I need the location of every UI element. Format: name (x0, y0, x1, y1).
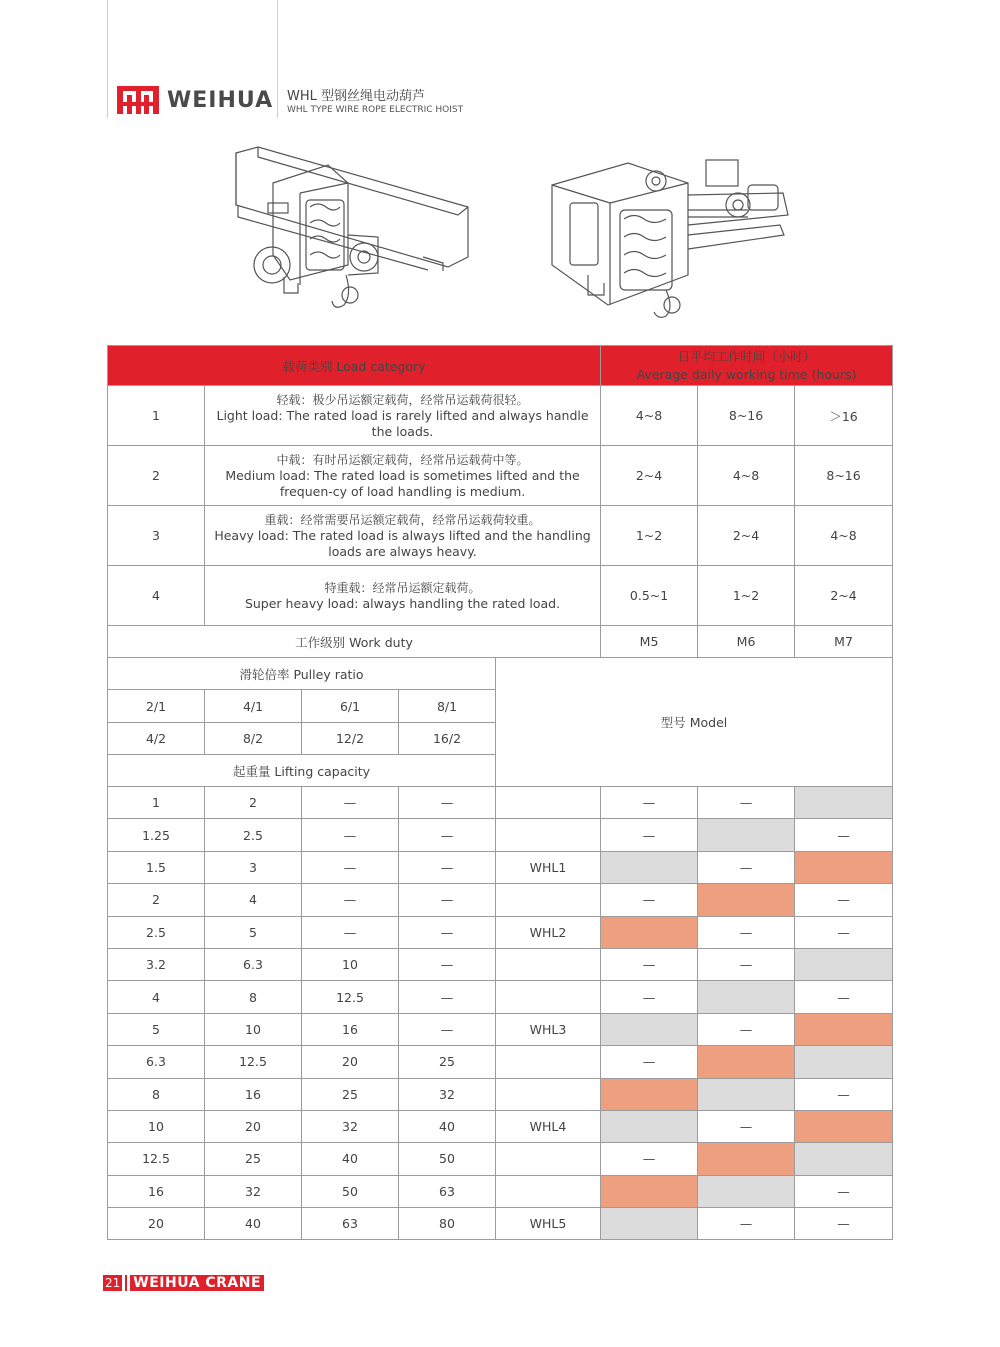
capacity-cell: — (302, 787, 399, 819)
capacity-cell: 20 (108, 1208, 205, 1240)
page-number: 21 (105, 1276, 121, 1290)
model-cell (496, 1143, 601, 1175)
duty-availability-cell (795, 948, 893, 980)
working-time-header-cn: 日平均工作时间（小时） (677, 348, 816, 364)
capacity-cell: 10 (302, 948, 399, 980)
capacity-cell: 20 (302, 1046, 399, 1078)
capacity-row (108, 1208, 893, 1240)
capacity-cell: 6.3 (108, 1046, 205, 1078)
duty-availability-cell (698, 1078, 795, 1110)
hours-cell: 8~16 (698, 386, 795, 446)
capacity-cell: — (302, 916, 399, 948)
work-duty-cell: M7 (795, 626, 893, 658)
capacity-cell: 1 (108, 787, 205, 819)
capacity-cell: 32 (399, 1078, 496, 1110)
duty-availability-cell: — (795, 819, 893, 851)
hours-cell: 2~4 (601, 446, 698, 506)
load-row-number: 4 (108, 566, 205, 626)
duty-availability-cell (698, 819, 795, 851)
capacity-cell: — (399, 851, 496, 883)
capacity-cell: 2 (205, 787, 302, 819)
duty-availability-cell: — (698, 916, 795, 948)
capacity-cell: 80 (399, 1208, 496, 1240)
model-cell: WHL2 (496, 916, 601, 948)
pulley-ratio-label: 滑轮倍率 Pulley ratio (108, 658, 496, 690)
capacity-cell: — (399, 1013, 496, 1045)
duty-availability-cell: — (795, 884, 893, 916)
capacity-cell: — (302, 884, 399, 916)
duty-availability-cell: — (698, 948, 795, 980)
duty-availability-cell (601, 916, 698, 948)
footer-divider (125, 1275, 127, 1291)
load-row-number: 2 (108, 446, 205, 506)
capacity-cell: — (302, 851, 399, 883)
footer-brand: WEIHUA CRANE (130, 1275, 264, 1291)
model-cell (496, 1046, 601, 1078)
load-category-header: 载荷类别 Load category (108, 346, 601, 386)
capacity-cell: 32 (302, 1110, 399, 1142)
capacity-cell: 12.5 (302, 981, 399, 1013)
duty-availability-cell (601, 1078, 698, 1110)
capacity-cell: 10 (205, 1013, 302, 1045)
header-left-rule (107, 0, 108, 118)
weihua-logo-icon (117, 86, 159, 114)
duty-availability-cell (698, 884, 795, 916)
model-cell (496, 787, 601, 819)
capacity-row (108, 1078, 893, 1110)
working-time-header (601, 346, 893, 386)
duty-availability-cell: — (698, 1013, 795, 1045)
work-duty-cell: M6 (698, 626, 795, 658)
capacity-cell: 3.2 (108, 948, 205, 980)
capacity-row (108, 819, 893, 851)
model-cell: WHL1 (496, 851, 601, 883)
model-cell (496, 1175, 601, 1207)
hours-cell: 1~2 (698, 566, 795, 626)
pulley-ratio-cell: 16/2 (399, 723, 496, 755)
capacity-row (108, 1110, 893, 1142)
capacity-cell: 3 (205, 851, 302, 883)
capacity-cell: 40 (399, 1110, 496, 1142)
duty-availability-cell: — (601, 1046, 698, 1078)
capacity-cell: 25 (302, 1078, 399, 1110)
duty-availability-cell: — (698, 1110, 795, 1142)
page-title-cn: WHL 型钢丝绳电动葫芦 (287, 89, 426, 104)
weihua-logo (117, 86, 273, 114)
capacity-row (108, 916, 893, 948)
capacity-row (108, 1175, 893, 1207)
model-cell (496, 948, 601, 980)
capacity-cell: 50 (302, 1175, 399, 1207)
capacity-row (108, 948, 893, 980)
duty-availability-cell (795, 1013, 893, 1045)
duty-availability-cell: — (795, 1175, 893, 1207)
capacity-cell: — (399, 787, 496, 819)
capacity-cell: 25 (205, 1143, 302, 1175)
capacity-cell: 63 (302, 1208, 399, 1240)
load-row-description: 中载：有时吊运额定载荷，经常吊运载荷中等。 Medium load: The rated load is sometimes lifted and the frequen-cy of load handling is medium. (205, 446, 601, 506)
capacity-cell: 5 (108, 1013, 205, 1045)
duty-availability-cell (698, 1175, 795, 1207)
capacity-cell: 63 (399, 1175, 496, 1207)
lifting-capacity-label: 起重量 Lifting capacity (108, 755, 496, 787)
duty-availability-cell: — (601, 819, 698, 851)
table-header-row (108, 346, 893, 386)
duty-availability-cell (601, 1013, 698, 1045)
duty-availability-cell (795, 787, 893, 819)
capacity-cell: 8 (108, 1078, 205, 1110)
model-cell (496, 819, 601, 851)
capacity-row (108, 1046, 893, 1078)
header-separator (277, 0, 278, 118)
duty-availability-cell: — (795, 981, 893, 1013)
duty-availability-cell: — (601, 981, 698, 1013)
model-cell: WHL3 (496, 1013, 601, 1045)
capacity-cell: 1.5 (108, 851, 205, 883)
hours-cell: 2~4 (698, 506, 795, 566)
duty-availability-cell: — (698, 1208, 795, 1240)
capacity-cell: 40 (205, 1208, 302, 1240)
duty-availability-cell: — (795, 1208, 893, 1240)
capacity-cell: 16 (205, 1078, 302, 1110)
capacity-cell: 4 (108, 981, 205, 1013)
capacity-cell: 8 (205, 981, 302, 1013)
work-duty-row (108, 626, 893, 658)
hours-cell: 4~8 (698, 446, 795, 506)
load-category-table (107, 345, 893, 1240)
model-cell (496, 884, 601, 916)
capacity-cell: 25 (399, 1046, 496, 1078)
hoist-image-single-girder (228, 145, 473, 315)
load-row-number: 1 (108, 386, 205, 446)
duty-availability-cell (601, 1208, 698, 1240)
hours-cell: 0.5~1 (601, 566, 698, 626)
pulley-ratio-cell: 8/1 (399, 690, 496, 723)
duty-availability-cell (601, 851, 698, 883)
capacity-cell: — (302, 819, 399, 851)
pulley-ratio-cell: 4/1 (205, 690, 302, 723)
hoist-image-double-girder (548, 155, 793, 325)
pulley-ratio-label-row (108, 658, 893, 690)
capacity-cell: — (399, 948, 496, 980)
duty-availability-cell: — (698, 787, 795, 819)
capacity-cell: 2.5 (108, 916, 205, 948)
duty-availability-cell: — (795, 1078, 893, 1110)
capacity-row (108, 1143, 893, 1175)
work-duty-label: 工作级别 Work duty (108, 626, 601, 658)
pulley-ratio-cell: 2/1 (108, 690, 205, 723)
page-title-en: WHL TYPE WIRE ROPE ELECTRIC HOIST (287, 105, 464, 115)
model-cell (496, 1078, 601, 1110)
capacity-row (108, 1013, 893, 1045)
model-cell (496, 981, 601, 1013)
capacity-cell: 12.5 (108, 1143, 205, 1175)
capacity-cell: 10 (108, 1110, 205, 1142)
duty-availability-cell (601, 1175, 698, 1207)
capacity-row (108, 981, 893, 1013)
duty-availability-cell: — (698, 851, 795, 883)
duty-availability-cell (795, 1046, 893, 1078)
capacity-cell: 20 (205, 1110, 302, 1142)
hours-cell: 4~8 (795, 506, 893, 566)
capacity-cell: 16 (302, 1013, 399, 1045)
load-row-number: 3 (108, 506, 205, 566)
capacity-cell: 1.25 (108, 819, 205, 851)
hours-cell: 1~2 (601, 506, 698, 566)
capacity-cell: 40 (302, 1143, 399, 1175)
footer (103, 1275, 264, 1291)
capacity-cell: 12.5 (205, 1046, 302, 1078)
capacity-cell: 2 (108, 884, 205, 916)
capacity-cell: 50 (399, 1143, 496, 1175)
capacity-cell: 5 (205, 916, 302, 948)
duty-availability-cell: — (601, 884, 698, 916)
work-duty-cell: M5 (601, 626, 698, 658)
hours-cell: 2~4 (795, 566, 893, 626)
capacity-cell: — (399, 884, 496, 916)
load-row (108, 566, 893, 626)
hours-cell: ＞16 (795, 386, 893, 446)
hours-cell: 8~16 (795, 446, 893, 506)
duty-availability-cell: — (601, 1143, 698, 1175)
capacity-cell: — (399, 819, 496, 851)
duty-availability-cell (795, 851, 893, 883)
pulley-ratio-cell: 6/1 (302, 690, 399, 723)
capacity-cell: 6.3 (205, 948, 302, 980)
model-cell: WHL4 (496, 1110, 601, 1142)
hours-cell: 4~8 (601, 386, 698, 446)
duty-availability-cell (698, 1046, 795, 1078)
capacity-row (108, 851, 893, 883)
load-row (108, 506, 893, 566)
capacity-cell: — (399, 916, 496, 948)
capacity-row (108, 884, 893, 916)
capacity-cell: — (399, 981, 496, 1013)
load-row-description: 重载：经常需要吊运额定载荷，经常吊运载荷较重。 Heavy load: The rated load is always lifted and the handling loads are always heavy. (205, 506, 601, 566)
capacity-cell: 16 (108, 1175, 205, 1207)
duty-availability-cell (795, 1110, 893, 1142)
logo-text: WEIHUA (167, 87, 274, 113)
duty-availability-cell: — (795, 916, 893, 948)
capacity-cell: 4 (205, 884, 302, 916)
duty-availability-cell (698, 981, 795, 1013)
load-row (108, 386, 893, 446)
model-label: 型号 Model (496, 658, 893, 787)
capacity-cell: 2.5 (205, 819, 302, 851)
duty-availability-cell (698, 1143, 795, 1175)
pulley-ratio-cell: 8/2 (205, 723, 302, 755)
load-row (108, 446, 893, 506)
duty-availability-cell: — (601, 787, 698, 819)
load-row-description: 特重载：经常吊运额定载荷。 Super heavy load: always handling the rated load. (205, 566, 601, 626)
capacity-cell: 32 (205, 1175, 302, 1207)
model-cell: WHL5 (496, 1208, 601, 1240)
duty-availability-cell (601, 1110, 698, 1142)
duty-availability-cell: — (601, 948, 698, 980)
working-time-header-en: Average daily working time (hours) (636, 366, 857, 382)
pulley-ratio-cell: 4/2 (108, 723, 205, 755)
load-row-description: 轻载：极少吊运额定载荷，经常吊运载荷很轻。 Light load: The rated load is rarely lifted and always handle the loads. (205, 386, 601, 446)
pulley-ratio-cell: 12/2 (302, 723, 399, 755)
duty-availability-cell (795, 1143, 893, 1175)
capacity-row (108, 787, 893, 819)
